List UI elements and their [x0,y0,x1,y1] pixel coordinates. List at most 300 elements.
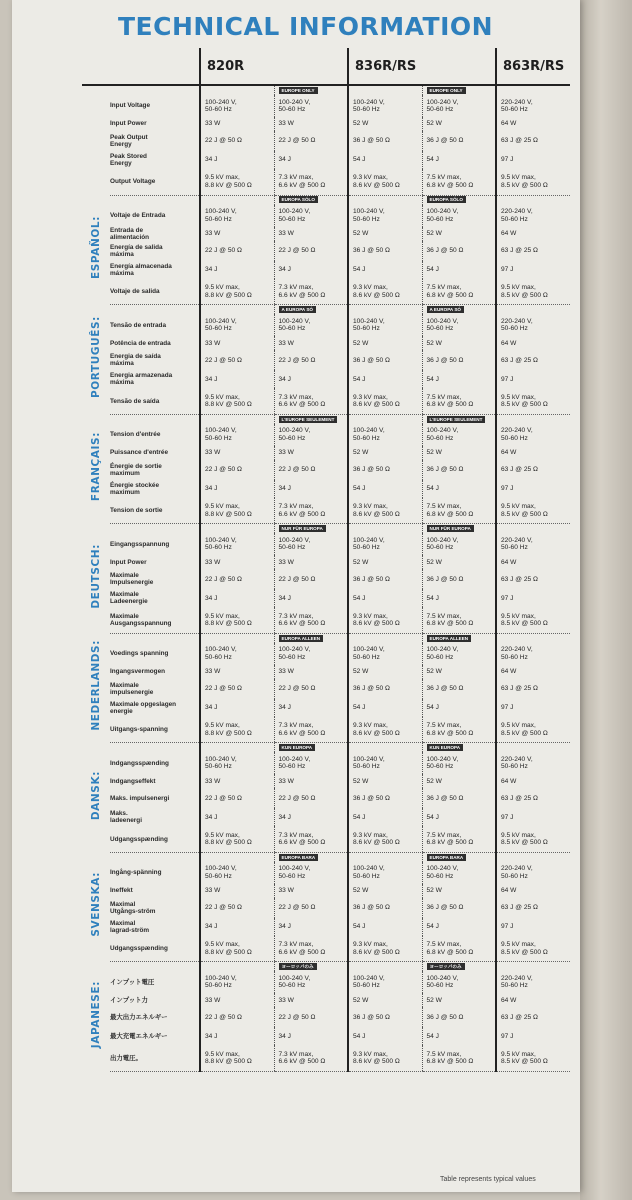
spec-value: 22 J @ 50 Ω [274,788,348,808]
note-spacer [110,85,200,95]
spec-value: 9.5 kV max, 8.5 kV @ 500 Ω [496,1045,570,1071]
spec-value: 22 J @ 50 Ω [200,1007,274,1027]
spec-value: 33 W [274,336,348,350]
spec-value: 100-240 V, 50-60 Hz [422,971,496,993]
spec-value: 52 W [422,336,496,350]
spec-value: 54 J [422,699,496,717]
spec-value: 54 J [348,151,422,169]
spec-label: Ingång-spänning [110,869,162,877]
spec-value: 22 J @ 50 Ω [274,460,348,480]
spec-row [82,993,570,1007]
spec-row [82,808,570,826]
region-note-row [82,524,570,534]
spec-value: 100-240 V, 50-60 Hz [274,533,348,555]
spec-value: 52 W [422,117,496,131]
spec-value: 54 J [348,1027,422,1045]
spec-value: 100-240 V, 50-60 Hz [274,95,348,117]
spec-row [82,227,570,241]
language-label-cell [82,633,110,743]
spec-value: 100-240 V, 50-60 Hz [200,971,274,993]
spec-row [82,460,570,480]
spec-value: 33 W [200,884,274,898]
spec-value: 54 J [348,589,422,607]
spec-value: 7.3 kV max, 6.6 kV @ 500 Ω [274,388,348,414]
region-badge: NUR FÜR EUROPA [279,525,326,532]
spec-value: 64 W [496,446,570,460]
note-cell [348,414,422,424]
spec-value: 100-240 V, 50-60 Hz [200,752,274,774]
spec-value: 9.5 kV max, 8.8 kV @ 500 Ω [200,169,274,195]
note-cell [200,852,274,862]
spec-row [82,971,570,993]
spec-label: Maks. ladeenergi [110,810,142,825]
spec-value: 22 J @ 50 Ω [200,679,274,699]
spec-value: 7.3 kV max, 6.6 kV @ 500 Ω [274,1045,348,1071]
spec-value: 33 W [200,993,274,1007]
note-spacer [110,743,200,753]
spec-value: 22 J @ 50 Ω [274,1007,348,1027]
spec-value: 22 J @ 50 Ω [274,241,348,261]
spec-value: 22 J @ 50 Ω [200,460,274,480]
note-spacer [110,633,200,643]
spec-value: 100-240 V, 50-60 Hz [348,971,422,993]
language-section [82,195,570,305]
note-cell [200,962,274,972]
spec-value: 100-240 V, 50-60 Hz [348,862,422,884]
spec-value: 100-240 V, 50-60 Hz [274,424,348,446]
spec-value: 97 J [496,370,570,388]
spec-value: 100-240 V, 50-60 Hz [200,643,274,665]
spec-row [82,826,570,852]
spec-value: 33 W [274,993,348,1007]
spec-value: 100-240 V, 50-60 Hz [348,424,422,446]
note-spacer [110,305,200,315]
spec-value: 52 W [348,993,422,1007]
note-cell [200,743,274,753]
spec-label: Indgangseffekt [110,777,156,785]
spec-value: 64 W [496,993,570,1007]
language-section [82,852,570,962]
region-badge: EUROPA ALLEEN [427,635,472,642]
spec-label: Maximale opgeslagen energie [110,700,177,715]
spec-value: 36 J @ 50 Ω [348,460,422,480]
spec-value: 100-240 V, 50-60 Hz [348,533,422,555]
spec-value: 63 J @ 25 Ω [496,788,570,808]
spec-row [82,607,570,633]
spec-value: 22 J @ 50 Ω [274,569,348,589]
note-cell [348,195,422,205]
note-cell [200,85,274,95]
spec-value: 52 W [348,117,422,131]
note-cell [496,195,570,205]
spec-value: 36 J @ 50 Ω [422,898,496,918]
note-cell [200,305,274,315]
spec-value: 100-240 V, 50-60 Hz [348,95,422,117]
note-cell [422,852,496,862]
note-cell [422,85,496,95]
spec-value: 52 W [348,555,422,569]
spec-label: Tension d'entrée [110,431,161,439]
spec-row [82,95,570,117]
region-badge: EUROPE ONLY [427,87,466,94]
note-cell [274,414,348,424]
spec-value: 54 J [422,480,496,498]
note-cell [422,414,496,424]
note-cell [496,85,570,95]
language-label-cell [82,962,110,1072]
spec-label: Voltaje de salida [110,279,200,305]
spec-value: 52 W [348,446,422,460]
spec-label: Entrada de alimentación [110,226,150,241]
spec-value: 9.5 kV max, 8.8 kV @ 500 Ω [200,607,274,633]
spec-value: 9.3 kV max, 8.6 kV @ 500 Ω [348,388,422,414]
spec-value: 7.5 kV max, 6.8 kV @ 500 Ω [422,279,496,305]
spec-value: 34 J [274,261,348,279]
spec-value: 9.5 kV max, 8.5 kV @ 500 Ω [496,607,570,633]
spec-value: 33 W [274,555,348,569]
region-badge: L'EUROPE SEULEMENT [427,416,486,423]
spec-label: Tension de sortie [110,498,200,524]
spec-row [82,643,570,665]
spec-value: 34 J [200,261,274,279]
spec-value: 9.3 kV max, 8.6 kV @ 500 Ω [348,169,422,195]
spec-row [82,131,570,151]
spec-value: 220-240 V, 50-60 Hz [496,205,570,227]
spec-row [82,241,570,261]
region-badge: EUROPE ONLY [279,87,318,94]
region-badge: ヨーロッパのみ [427,963,465,970]
spec-value: 7.5 kV max, 6.8 kV @ 500 Ω [422,826,496,852]
spec-value: 34 J [274,808,348,826]
note-cell [496,633,570,643]
spec-value: 63 J @ 25 Ω [496,569,570,589]
spec-row [82,388,570,414]
model-header: 836R/RS [348,48,496,85]
spec-value: 100-240 V, 50-60 Hz [200,424,274,446]
spec-value: 100-240 V, 50-60 Hz [274,971,348,993]
spec-value: 7.3 kV max, 6.6 kV @ 500 Ω [274,607,348,633]
spec-value: 52 W [422,884,496,898]
spec-value: 97 J [496,1027,570,1045]
spec-row [82,1027,570,1045]
note-cell [348,85,422,95]
spec-value: 9.5 kV max, 8.5 kV @ 500 Ω [496,388,570,414]
model-header: 820R [200,48,348,85]
note-cell [348,743,422,753]
note-cell [496,414,570,424]
spec-value: 100-240 V, 50-60 Hz [200,95,274,117]
spec-row [82,774,570,788]
spec-value: 52 W [348,665,422,679]
language-label-cell [82,524,110,634]
region-badge: KUN EUROPA [279,744,316,751]
note-cell [274,305,348,315]
spec-label: Maximal lagrad-ström [110,919,150,934]
spec-value: 33 W [274,665,348,679]
spec-row [82,1045,570,1071]
spec-value: 9.5 kV max, 8.8 kV @ 500 Ω [200,388,274,414]
spec-row [82,569,570,589]
region-badge: EUROPA BARA [427,854,467,861]
region-badge: A EUROPA SÓ [427,306,464,313]
spec-row [82,555,570,569]
spec-value: 220-240 V, 50-60 Hz [496,95,570,117]
spec-value: 52 W [348,227,422,241]
language-label: DEUTSCH: [90,543,102,609]
spec-value: 7.5 kV max, 6.8 kV @ 500 Ω [422,388,496,414]
spec-label: Énergie de sortie maximum [110,462,162,477]
spec-row [82,261,570,279]
spec-value: 100-240 V, 50-60 Hz [422,424,496,446]
spec-value: 97 J [496,151,570,169]
spec-row [82,350,570,370]
spec-row [82,336,570,350]
spec-label: Puissance d'entrée [110,449,168,457]
spec-value: 220-240 V, 50-60 Hz [496,752,570,774]
spec-row [82,936,570,962]
spec-value: 97 J [496,699,570,717]
spec-label: 最大出力エネルギー [110,1013,168,1021]
spec-value: 100-240 V, 50-60 Hz [422,643,496,665]
region-note-row [82,305,570,315]
region-badge: A EUROPA SÓ [279,306,316,313]
spec-value: 34 J [274,1027,348,1045]
note-cell [274,633,348,643]
spec-value: 54 J [422,808,496,826]
footnote: Table represents typical values [440,1176,536,1183]
spec-value: 100-240 V, 50-60 Hz [274,862,348,884]
language-label: SVENSKA: [90,872,102,937]
spec-value: 22 J @ 50 Ω [200,569,274,589]
spec-value: 9.3 kV max, 8.6 kV @ 500 Ω [348,498,422,524]
note-cell [200,633,274,643]
spec-value: 52 W [348,336,422,350]
spec-label: Eingangsspannung [110,540,170,548]
spec-value: 22 J @ 50 Ω [274,898,348,918]
spec-value: 36 J @ 50 Ω [422,679,496,699]
spec-value: 100-240 V, 50-60 Hz [348,314,422,336]
spec-row [82,679,570,699]
spec-row [82,699,570,717]
region-note-row [82,743,570,753]
note-cell [274,743,348,753]
spec-value: 9.3 kV max, 8.6 kV @ 500 Ω [348,279,422,305]
background-edge [580,0,632,1200]
spec-value: 54 J [348,699,422,717]
spec-row [82,498,570,524]
spec-value: 36 J @ 50 Ω [422,241,496,261]
language-section [82,414,570,524]
language-label: DANSK: [90,770,102,820]
spec-row [82,884,570,898]
spec-value: 54 J [348,808,422,826]
spec-label: Output Voltage [110,169,200,195]
spec-label: インプット電圧 [110,978,155,986]
spec-value: 34 J [274,151,348,169]
note-cell [348,633,422,643]
spec-value: 7.5 kV max, 6.8 kV @ 500 Ω [422,1045,496,1071]
spec-value: 64 W [496,227,570,241]
spec-value: 100-240 V, 50-60 Hz [200,314,274,336]
page-title: TECHNICAL INFORMATION [118,12,494,41]
spec-table [82,48,570,1072]
spec-value: 54 J [422,370,496,388]
model-header: 863R/RS [496,48,570,85]
spec-value: 100-240 V, 50-60 Hz [422,533,496,555]
spec-value: 7.5 kV max, 6.8 kV @ 500 Ω [422,498,496,524]
spec-value: 100-240 V, 50-60 Hz [274,314,348,336]
spec-value: 52 W [348,884,422,898]
spec-value: 34 J [274,589,348,607]
spec-label: Ingangsvermogen [110,668,166,676]
spec-value: 22 J @ 50 Ω [200,241,274,261]
note-cell [348,524,422,534]
note-cell [200,414,274,424]
spec-value: 36 J @ 50 Ω [348,1007,422,1027]
spec-value: 9.5 kV max, 8.5 kV @ 500 Ω [496,826,570,852]
note-cell [348,962,422,972]
spec-row [82,370,570,388]
spec-value: 63 J @ 25 Ω [496,679,570,699]
spec-value: 100-240 V, 50-60 Hz [200,862,274,884]
spec-label: Peak Output Energy [110,133,148,148]
spec-value: 34 J [200,808,274,826]
spec-label: Maximale Ladeenergie [110,591,148,606]
spec-label: Maximal Utgångs-ström [110,900,156,915]
language-section [82,962,570,1072]
language-label: PORTUGUÊS: [90,316,102,399]
spec-value: 7.3 kV max, 6.6 kV @ 500 Ω [274,279,348,305]
spec-value: 36 J @ 50 Ω [422,460,496,480]
language-section [82,305,570,415]
spec-value: 34 J [200,1027,274,1045]
spec-value: 33 W [274,774,348,788]
spec-label: Energía de salida máxima [110,243,163,258]
spec-value: 34 J [200,918,274,936]
spec-value: 7.5 kV max, 6.8 kV @ 500 Ω [422,717,496,743]
spec-value: 9.3 kV max, 8.6 kV @ 500 Ω [348,717,422,743]
note-cell [200,195,274,205]
spec-label: Uitgangs-spanning [110,717,200,743]
spec-value: 63 J @ 25 Ω [496,460,570,480]
spec-value: 22 J @ 50 Ω [274,679,348,699]
spec-label: Tensão de saída [110,388,200,414]
language-label-cell [82,85,110,195]
spec-value: 52 W [422,227,496,241]
spec-label: Peak Stored Energy [110,152,147,167]
note-cell [422,962,496,972]
spec-value: 33 W [200,555,274,569]
spec-label: Tensão de entrada [110,321,166,329]
language-label-cell [82,305,110,415]
region-badge: EUROPA SÓLO [279,196,318,203]
spec-value: 9.5 kV max, 8.5 kV @ 500 Ω [496,279,570,305]
spec-label: Udgangsspænding [110,826,200,852]
language-section [82,524,570,634]
spec-value: 220-240 V, 50-60 Hz [496,424,570,446]
spec-label: Potência de entrada [110,339,171,347]
spec-label: Input Voltage [110,102,150,110]
spec-value: 52 W [422,774,496,788]
spec-label: Maximale impulsenergie [110,681,154,696]
note-cell [496,524,570,534]
spec-value: 7.5 kV max, 6.8 kV @ 500 Ω [422,936,496,962]
spec-value: 64 W [496,884,570,898]
spec-value: 63 J @ 25 Ω [496,1007,570,1027]
spec-value: 22 J @ 50 Ω [274,350,348,370]
spec-value: 36 J @ 50 Ω [348,131,422,151]
region-note-row [82,195,570,205]
spec-value: 33 W [274,117,348,131]
language-section [82,633,570,743]
spec-row [82,279,570,305]
spec-value: 33 W [274,884,348,898]
language-label: ESPAÑOL: [90,215,102,279]
language-label: JAPANESE: [90,980,102,1048]
spec-value: 9.5 kV max, 8.5 kV @ 500 Ω [496,498,570,524]
spec-value: 64 W [496,336,570,350]
spec-value: 34 J [200,589,274,607]
spec-row [82,717,570,743]
spec-value: 97 J [496,480,570,498]
spec-value: 7.5 kV max, 6.8 kV @ 500 Ω [422,607,496,633]
spec-value: 7.5 kV max, 6.8 kV @ 500 Ω [422,169,496,195]
region-note-row [82,852,570,862]
spec-label: Udgangsspænding [110,936,200,962]
spec-value: 100-240 V, 50-60 Hz [422,205,496,227]
spec-value: 7.3 kV max, 6.6 kV @ 500 Ω [274,936,348,962]
spec-value: 7.3 kV max, 6.6 kV @ 500 Ω [274,717,348,743]
spec-row [82,788,570,808]
note-cell [274,195,348,205]
spec-label: Maks. impulsenergi [110,794,170,802]
spec-value: 7.3 kV max, 6.6 kV @ 500 Ω [274,826,348,852]
note-cell [422,195,496,205]
spec-value: 34 J [200,151,274,169]
spec-row [82,918,570,936]
spec-value: 9.3 kV max, 8.6 kV @ 500 Ω [348,826,422,852]
spec-value: 54 J [422,918,496,936]
region-badge: KUN EUROPA [427,744,464,751]
spec-value: 33 W [200,446,274,460]
language-section [82,743,570,853]
spec-value: 22 J @ 50 Ω [200,131,274,151]
note-cell [348,305,422,315]
region-note-row [82,414,570,424]
spec-value: 100-240 V, 50-60 Hz [348,205,422,227]
spec-value: 100-240 V, 50-60 Hz [348,752,422,774]
note-cell [496,743,570,753]
spec-label: Ineffekt [110,887,133,895]
language-label: NEDERLANDS: [90,640,102,731]
spec-row [82,117,570,131]
spec-row [82,589,570,607]
spec-value: 100-240 V, 50-60 Hz [274,752,348,774]
spec-value: 9.5 kV max, 8.5 kV @ 500 Ω [496,169,570,195]
spec-value: 34 J [274,480,348,498]
region-badge: EUROPA SÓLO [427,196,466,203]
spec-value: 22 J @ 50 Ω [200,350,274,370]
spec-value: 220-240 V, 50-60 Hz [496,643,570,665]
spec-value: 33 W [200,117,274,131]
spec-value: 54 J [348,918,422,936]
spec-value: 36 J @ 50 Ω [422,788,496,808]
spec-value: 34 J [274,918,348,936]
spec-value: 52 W [348,774,422,788]
spec-label: Input Power [110,120,147,128]
spec-value: 9.5 kV max, 8.8 kV @ 500 Ω [200,279,274,305]
spec-value: 97 J [496,261,570,279]
